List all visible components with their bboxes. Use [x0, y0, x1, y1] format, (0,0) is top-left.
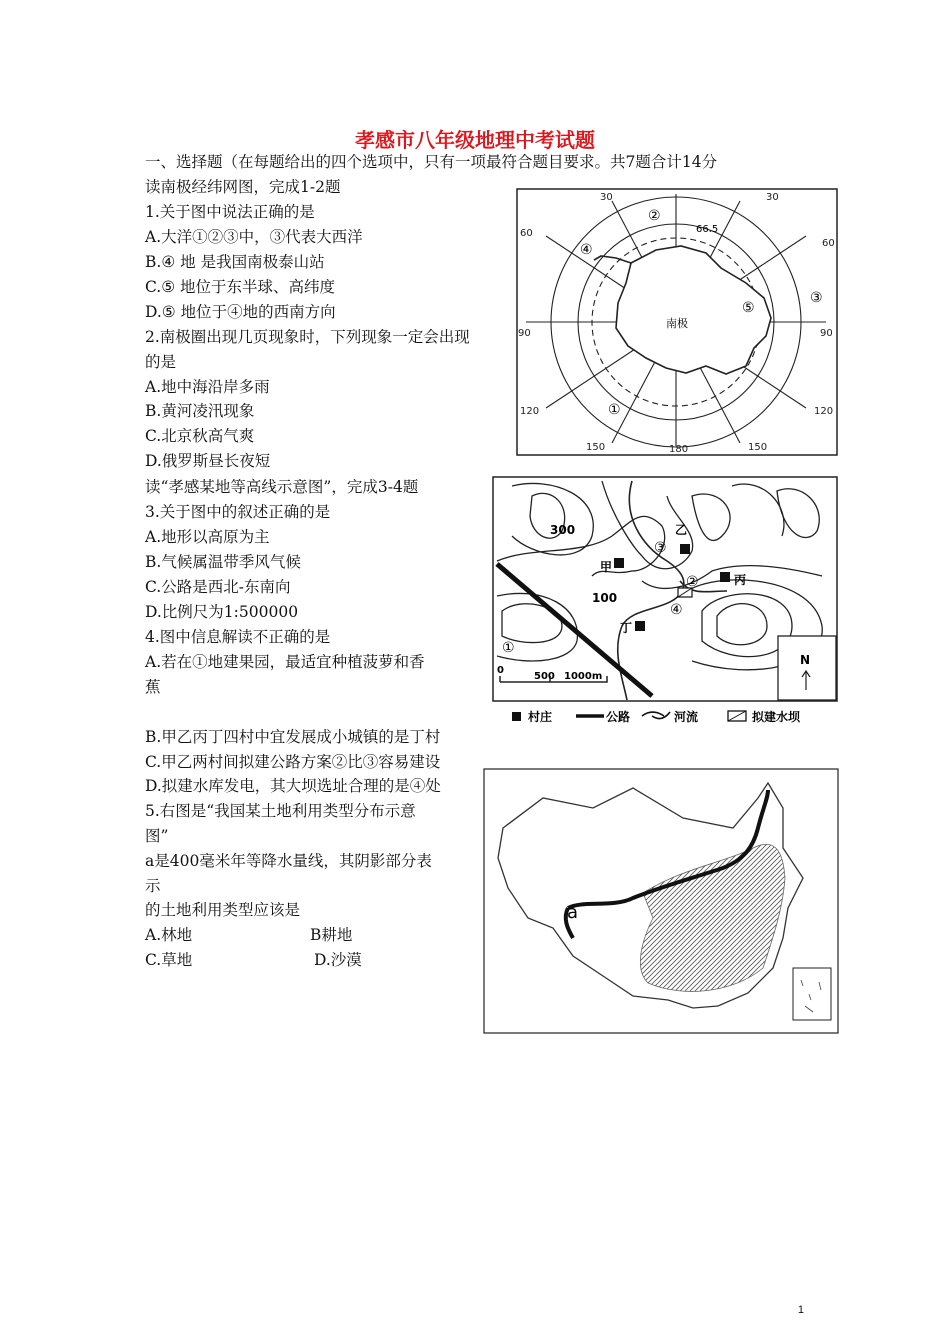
marker-2: ② — [686, 574, 699, 590]
village-ding: 丁 — [620, 621, 633, 635]
lon-60w: 60 — [520, 228, 533, 239]
q5-option-c: C.草地 — [145, 951, 193, 969]
legend-road: 公路 — [606, 710, 631, 724]
q5-option-b: B耕地 — [310, 926, 353, 944]
lon-90w: 90 — [518, 328, 531, 339]
contour-300: 300 — [550, 523, 576, 537]
legend-dam: 拟建水坝 — [752, 710, 801, 724]
marker-4: ④ — [670, 602, 683, 618]
river-legend-icon — [642, 712, 670, 719]
q5-stem-4: 示 — [145, 877, 161, 895]
marker-3: ③ — [654, 540, 667, 556]
south-china-sea-inset — [793, 968, 831, 1020]
lon-150w: 150 — [586, 442, 606, 453]
q5-stem-5: 的土地利用类型应该是 — [145, 901, 301, 919]
lon-120e: 120 — [814, 406, 834, 417]
q5-option-d: D.沙漠 — [314, 951, 362, 969]
marker-3: ③ — [810, 290, 823, 306]
q4-option-b: B.甲乙丙丁四村中宜发展成小城镇的是丁村 — [145, 728, 441, 746]
q2-stem-1: 2.南极圈出现几页现象时，下列现象一定会出现 — [145, 328, 470, 346]
lon-180: 180 — [669, 444, 689, 455]
q5-stem-2: 图” — [145, 827, 169, 845]
scale-500: 500 — [534, 671, 555, 682]
lon-30w: 30 — [600, 192, 613, 203]
q2-stem-2: 的是 — [145, 353, 177, 371]
q4-option-a-2: 蕉 — [145, 678, 161, 696]
contour-100: 100 — [592, 591, 618, 605]
isohyet-label: a — [567, 902, 579, 923]
q2-option-d: D.俄罗斯昼长夜短 — [145, 452, 271, 470]
lon-120w: 120 — [520, 406, 540, 417]
section-heading: 一、选择题（在每题给出的四个选项中，只有一项最符合题目要求。共7题合计14分 — [145, 153, 718, 171]
lon-60e: 60 — [822, 238, 835, 249]
village-yi: 乙 — [675, 523, 688, 537]
marker-4: ④ — [580, 242, 593, 258]
q1-option-c: C.⑤ 地位于东半球、高纬度 — [145, 278, 336, 296]
scale-0: 0 — [497, 665, 504, 676]
q2-option-b: B.黄河凌汛现象 — [145, 402, 255, 420]
q1-option-a: A.大洋①②③中，③代表大西洋 — [145, 228, 363, 246]
q3-option-c: C.公路是西北-东南向 — [145, 578, 291, 596]
scale-1000: 1000m — [564, 671, 603, 682]
q1-option-d: D.⑤ 地位于④地的西南方向 — [145, 303, 336, 321]
q1-stem: 1.关于图中说法正确的是 — [145, 203, 315, 221]
lon-90e: 90 — [820, 328, 833, 339]
north-label: N — [800, 653, 811, 667]
q3-option-a: A.地形以高原为主 — [145, 528, 270, 546]
village-jia: 甲 — [600, 560, 613, 574]
q2-option-a: A.地中海沿岸多雨 — [145, 378, 270, 396]
village-bing: 丙 — [734, 573, 747, 587]
page-number: 1 — [797, 1304, 804, 1316]
intro-q3-4: 读“孝感某地等高线示意图”，完成3-4题 — [145, 478, 419, 496]
marker-5: ⑤ — [742, 300, 755, 316]
q5-option-a: A.林地 — [145, 926, 193, 944]
legend — [512, 709, 801, 724]
q4-option-a-1: A.若在①地建果园，最适宜种植菠萝和香 — [145, 653, 425, 671]
q5-stem-3: a是400毫米年等降水量线，其阴影部分表 — [145, 852, 432, 870]
q4-option-d: D.拟建水库发电，其大坝选址合理的是④处 — [145, 777, 441, 795]
q4-option-c: C.甲乙两村间拟建公路方案②比③容易建设 — [145, 753, 441, 771]
lon-150e: 150 — [748, 442, 768, 453]
lon-30e: 30 — [766, 192, 779, 203]
north-box — [778, 636, 836, 700]
marker-1: ① — [502, 640, 515, 656]
q4-stem: 4.图中信息解读不正确的是 — [145, 628, 331, 646]
q2-option-c: C.北京秋高气爽 — [145, 427, 255, 445]
center-label: 南极 — [666, 317, 688, 330]
legend-river: 河流 — [674, 710, 699, 724]
village-legend-icon — [512, 712, 521, 721]
q5-stem-1: 5.右图是“我国某土地利用类型分布示意 — [145, 802, 416, 820]
antarctic-graticule-map — [516, 188, 838, 456]
q3-option-b: B.气候属温带季风气候 — [145, 553, 301, 571]
legend-village: 村庄 — [528, 710, 553, 724]
page-title: 孝感市八年级地理中考试题 — [355, 128, 595, 152]
marker-1: ① — [608, 402, 621, 418]
marker-2: ② — [648, 208, 661, 224]
lat-label: 66.5 — [696, 224, 719, 235]
q3-option-d: D.比例尺为1:500000 — [145, 603, 299, 621]
intro-q1-2: 读南极经纬网图，完成1-2题 — [145, 178, 341, 196]
q1-option-b: B.④ 地 是我国南极泰山站 — [145, 253, 325, 271]
contour-map — [492, 476, 838, 726]
q3-stem: 3.关于图中的叙述正确的是 — [145, 503, 331, 521]
china-land-use-map — [483, 768, 839, 1034]
